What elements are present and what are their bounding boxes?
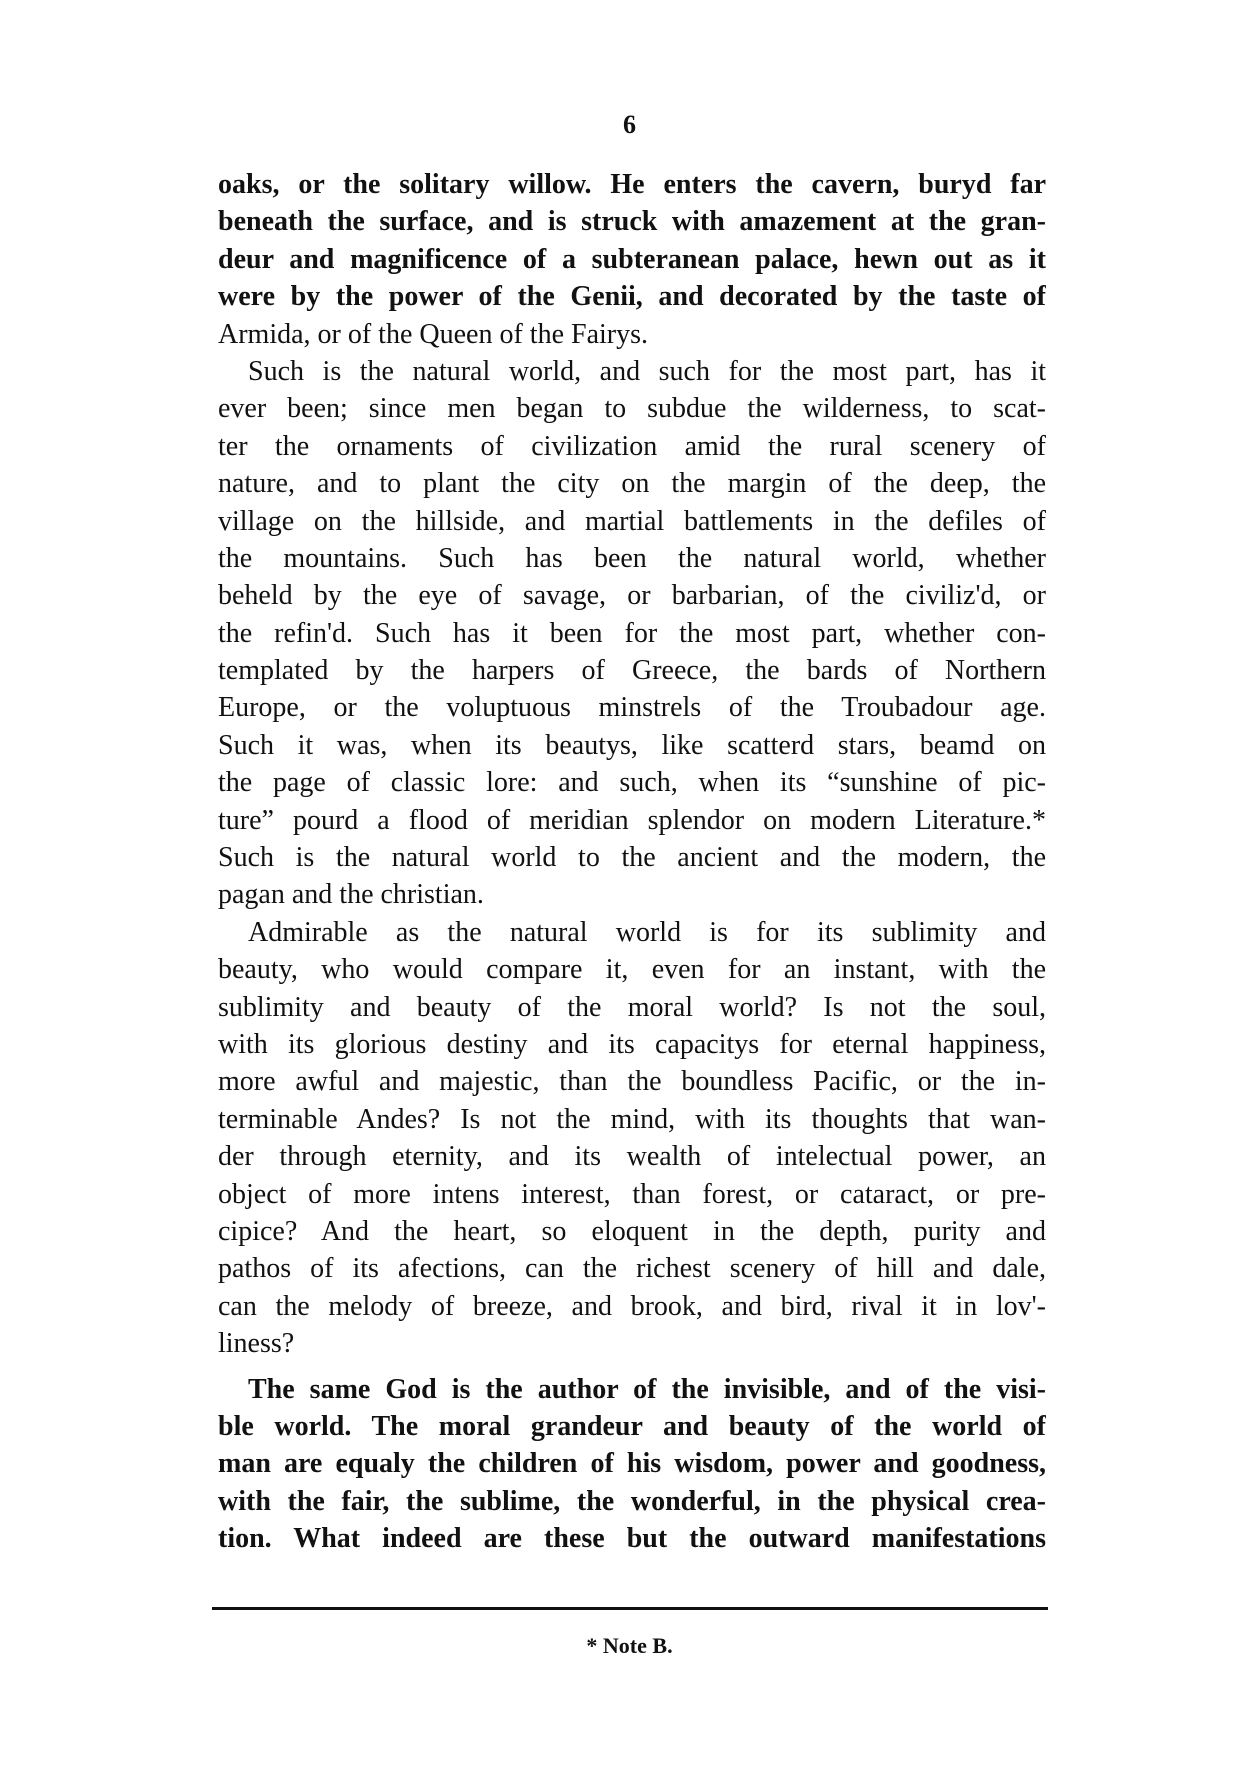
footnote: * Note B.: [586, 1633, 673, 1658]
paragraph-4: [218, 1371, 1046, 1558]
line: liness?: [218, 1328, 295, 1360]
page-number: 6: [623, 110, 636, 139]
paragraph-3: [218, 914, 1046, 1363]
line: ture” pourd a flood of meridian splendor on modern Literature.*: [218, 804, 1046, 836]
line: beheld by the eye of savage, or barbarian, of the civiliz'd, or: [218, 580, 1046, 612]
line: Such it was, when its beautys, like scatterd stars, beamd on: [218, 729, 1046, 761]
line: with its glorious destiny and its capacitys for eternal happiness,: [218, 1028, 1046, 1060]
line: cipice? And the heart, so eloquent in the depth, purity and: [218, 1215, 1046, 1247]
line: beneath the surface, and is struck with amazement at the gran-: [218, 206, 1046, 238]
line: more awful and majestic, than the boundless Pacific, or the in-: [218, 1066, 1046, 1098]
line: Such is the natural world, and such for the most part, has it: [248, 355, 1046, 387]
paragraph-gap: [218, 1363, 1046, 1371]
line: can the melody of breeze, and brook, and bird, rival it in lov'-: [218, 1290, 1046, 1322]
line: ter the ornaments of civilization amid the rural scenery of: [218, 430, 1046, 462]
line: oaks, or the solitary willow. He enters the cavern, buryd far: [218, 169, 1046, 200]
line: tion. What indeed are these but the outward manifestations: [218, 1523, 1046, 1555]
paragraph-2: [218, 353, 1046, 914]
paragraph-1: [218, 166, 1046, 353]
line: pagan and the christian.: [218, 879, 484, 911]
line: were by the power of the Genii, and decorated by the taste of: [218, 281, 1046, 313]
line: pathos of its afections, can the richest scenery of hill and dale,: [218, 1253, 1046, 1285]
line: Admirable as the natural world is for its sublimity and: [248, 916, 1046, 948]
line: the refin'd. Such has it been for the most part, whether con-: [218, 617, 1046, 649]
line: The same God is the author of the invisible, and of the visi-: [248, 1373, 1046, 1405]
line: object of more intens interest, than forest, or cataract, or pre-: [218, 1178, 1046, 1210]
line: Armida, or of the Queen of the Fairys.: [218, 318, 648, 350]
body-text: [218, 166, 1046, 1557]
line: the page of classic lore: and such, when its “sunshine of pic-: [218, 767, 1046, 799]
line: the mountains. Such has been the natural world, whether: [218, 542, 1046, 574]
line: sublimity and beauty of the moral world? Is not the soul,: [218, 991, 1046, 1023]
line: ever been; since men began to subdue the wilderness, to scat-: [218, 393, 1046, 425]
line: Europe, or the voluptuous minstrels of the Troubadour age.: [218, 692, 1046, 724]
line: beauty, who would compare it, even for an instant, with the: [218, 954, 1046, 986]
line: Such is the natural world to the ancient and the modern, the: [218, 842, 1046, 874]
line: nature, and to plant the city on the margin of the deep, the: [218, 468, 1046, 500]
line: der through eternity, and its wealth of intelectual power, an: [218, 1141, 1046, 1173]
line: deur and magnificence of a subteranean palace, hewn out as it: [218, 243, 1046, 275]
line: man are equaly the children of his wisdom, power and goodness,: [218, 1448, 1046, 1480]
line: templated by the harpers of Greece, the bards of Northern: [218, 655, 1046, 687]
line: ble world. The moral grandeur and beauty of the world of: [218, 1410, 1046, 1442]
line: village on the hillside, and martial battlements in the defiles of: [218, 505, 1046, 537]
footnote-rule: [212, 1607, 1048, 1610]
line: terminable Andes? Is not the mind, with its thoughts that wan-: [218, 1103, 1046, 1135]
line: with the fair, the sublime, the wonderful, in the physical crea-: [218, 1485, 1046, 1517]
